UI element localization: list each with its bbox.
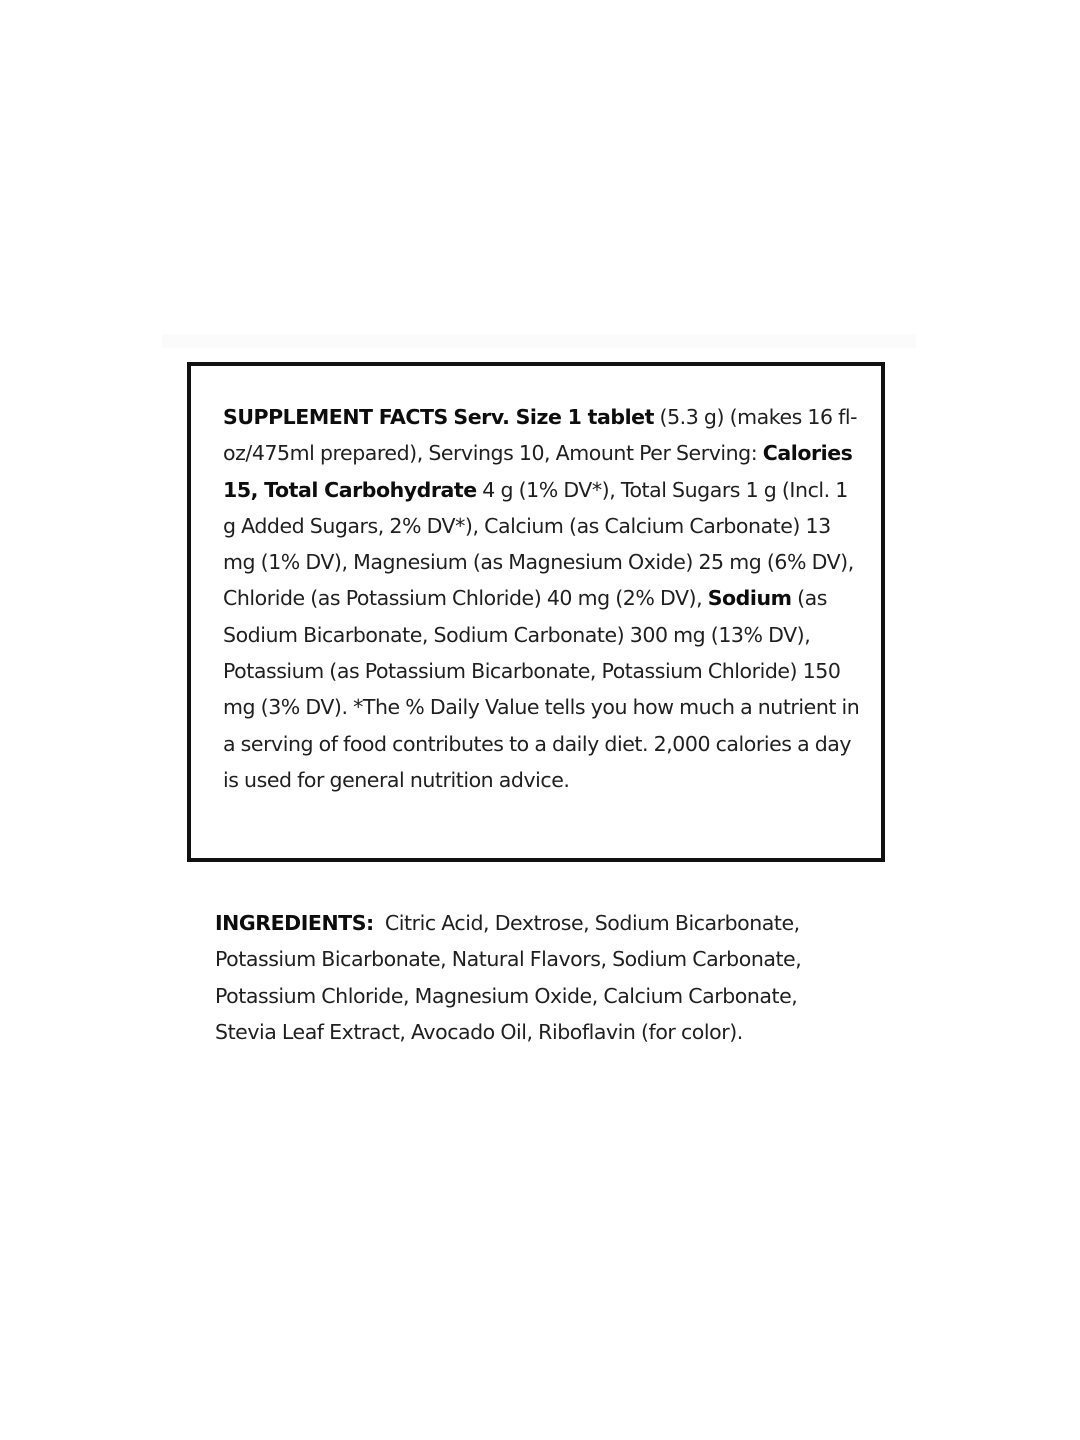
- supplement-facts-panel: [187, 362, 885, 862]
- sodium-label: Sodium: [707, 586, 792, 611]
- serving-size-detail: (5.3 g) (makes 16 fl-oz/475ml prepared), Servings 10, Amount Per Serving:: [223, 405, 858, 466]
- calories-carbohydrate-label: Calories 15, Total Carbohydrate: [223, 441, 853, 502]
- serving-size-label: Serv. Size 1 tablet: [453, 405, 654, 429]
- supplement-facts-heading: SUPPLEMENT FACTS: [223, 405, 448, 429]
- sodium-and-footnote: (as Sodium Bicarbonate, Sodium Carbonate) 300 mg (13% DV), Potassium (as Potassium Bicarbonate, Potassium Chloride) 150 mg (3% DV). *The % Daily Value tells you how much a nutrient in a serving of food contributes to a daily diet. 2,000 calories a day is used for general nutrition advice.: [223, 586, 860, 792]
- ingredients-list: Citric Acid, Dextrose, Sodium Bicarbonate, Potassium Bicarbonate, Natural Flavors, Sodium Carbonate, Potassium Chloride, Magnesium Oxide, Calcium Carbonate, Stevia Leaf Extract, Avocado Oil, Riboflavin (for color).: [215, 911, 802, 1044]
- ingredients-section: [215, 905, 855, 1050]
- background-band: [162, 334, 916, 348]
- supplement-facts-text: [223, 399, 863, 798]
- ingredients-label: INGREDIENTS:: [215, 911, 374, 935]
- nutrient-details: 4 g (1% DV*), Total Sugars 1 g (Incl. 1 g Added Sugars, 2% DV*), Calcium (as Calcium Carbonate) 13 mg (1% DV), Magnesium (as Magnesium Oxide) 25 mg (6% DV), Chloride (as Potassium Chloride) 40 mg (2% DV),: [223, 477, 854, 611]
